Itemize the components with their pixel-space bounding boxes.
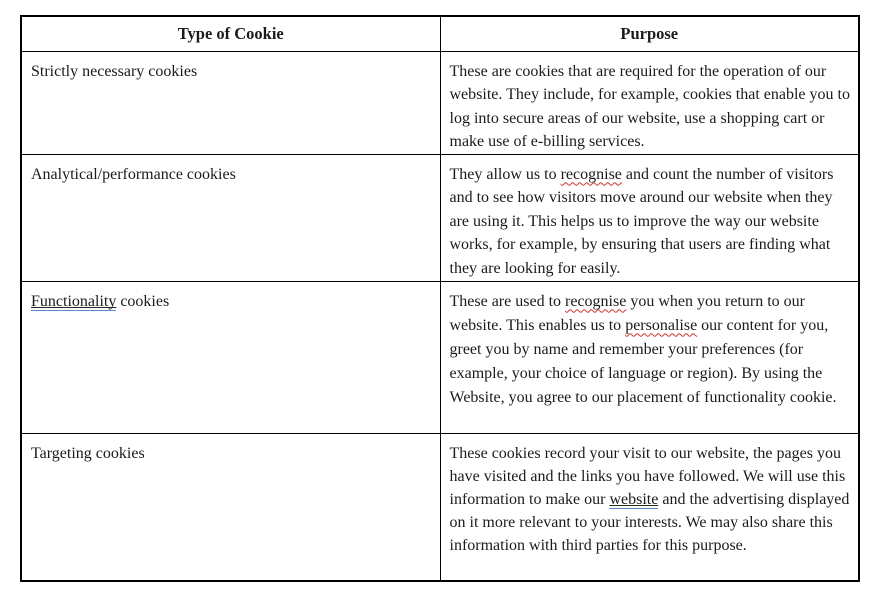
- text-segment: These cookies record your visit to our website, the pages you have visited and the links you have followed. We will use this information to make our: [449, 444, 846, 508]
- text-segment: Strictly necessary cookies: [31, 62, 198, 80]
- text-segment: They allow us to: [449, 165, 561, 183]
- spellcheck-squiggle-word: recognise: [560, 165, 622, 183]
- header-purpose: Purpose: [440, 16, 859, 51]
- table-header-row: [21, 16, 859, 51]
- text-segment: cookies: [116, 292, 170, 310]
- table-row: [21, 51, 859, 154]
- purpose-cell: [440, 281, 859, 433]
- table-row: [21, 433, 859, 581]
- text-segment: Targeting cookies: [31, 444, 145, 462]
- underlined-word: website: [609, 490, 659, 508]
- type-cell: [21, 281, 440, 433]
- text-segment: These are used to: [449, 292, 566, 310]
- type-cell: [21, 433, 440, 581]
- type-cell: [21, 154, 440, 281]
- text-segment: Analytical/performance cookies: [31, 165, 236, 183]
- type-cell: [21, 51, 440, 154]
- text-segment: our content for you, greet you by name and remember your preferences (for example, your choice of language or region). By using the Website, you agree to our placement of functionality cookie.: [449, 316, 837, 406]
- spellcheck-squiggle-word: personalise: [625, 316, 698, 334]
- table-row: [21, 281, 859, 433]
- spellcheck-squiggle-word: recognise: [565, 292, 627, 310]
- text-segment: and the advertising displayed on it more relevant to your interests. We may also share this information with third parties for this purpose.: [449, 490, 850, 555]
- text-segment: These are cookies that are required for the operation of our website. They include, for example, cookies that enable you to log into secure areas of our website, use a shopping cart or make use of e-billing services.: [449, 62, 850, 150]
- purpose-cell: [440, 433, 859, 581]
- cookie-types-table: [20, 15, 860, 582]
- table-row: [21, 154, 859, 281]
- purpose-cell: [440, 154, 859, 281]
- text-segment: you when you return to our website. This enables us to: [449, 292, 805, 334]
- header-type-of-cookie: Type of Cookie: [21, 16, 440, 51]
- purpose-cell: [440, 51, 859, 154]
- underlined-word: Functionality: [31, 292, 117, 310]
- text-segment: and count the number of visitors and to see how visitors move around our website when they are using it. This helps us to improve the way our website works, for example, by ensuring that users are finding what they are looking for easily.: [449, 165, 834, 277]
